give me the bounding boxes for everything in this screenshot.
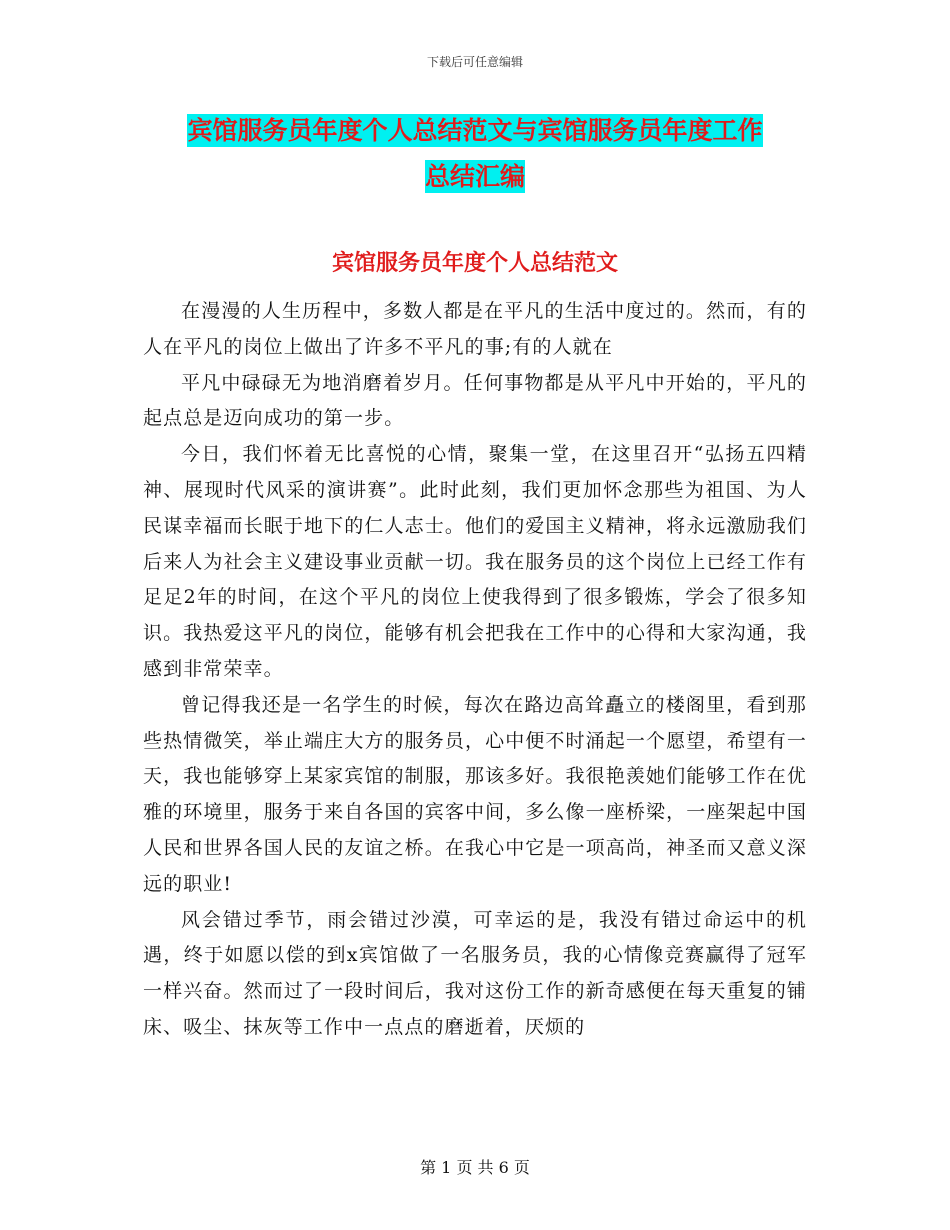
section-title: 宾馆服务员年度个人总结范文: [331, 251, 618, 276]
document-title-line-1: 宾馆服务员年度个人总结范文与宾馆服务员年度工作: [187, 116, 763, 145]
paragraph: 风会错过季节，雨会错过沙漠，可幸运的是，我没有错过命运中的机遇，终于如愿以偿的到x宾馆做了一名服务员，我的心情像竞赛赢得了冠军一样兴奋。然而过了一段时间后，我对这份工作的新奇感便在每天重复的铺床、吸尘、抹灰等工作中一点点的磨逝着，厌烦的: [143, 908, 807, 1038]
body-text: [143, 294, 807, 1046]
document-title-line-2: 总结汇编: [424, 162, 525, 191]
paragraph: 今日，我们怀着无比喜悦的心情，聚集一堂，在这里召开“弘扬五四精神、展现时代风采的演讲赛”。此时此刻，我们更加怀念那些为祖国、为人民谋幸福而长眠于地下的仁人志士。他们的爱国主义精神，将永远激励我们后来人为社会主义建设事业贡献一切。我在服务员的这个岗位上已经工作有足足2年的时间，在这个平凡的岗位上使我得到了很多锻炼，学会了很多知识。我热爱这平凡的岗位，能够有机会把我在工作中的心得和大家沟通，我感到非常荣幸。: [143, 443, 807, 680]
paragraph: 平凡中碌碌无为地消磨着岁月。任何事物都是从平凡中开始的，平凡的起点总是迈向成功的第一步。: [143, 371, 807, 430]
page-footer: 第 1 页 共 6 页: [420, 1158, 530, 1177]
page-header-note: 下载后可任意编辑: [426, 55, 523, 69]
paragraph: 曾记得我还是一名学生的时候，每次在路边高耸矗立的楼阁里，看到那些热情微笑，举止端庄大方的服务员，心中便不时涌起一个愿望，希望有一天，我也能够穿上某家宾馆的制服，那该多好。我很艳羡她们能够工作在优雅的环境里，服务于来自各国的宾客中间，多么像一座桥梁，一座架起中国人民和世界各国人民的友谊之桥。在我心中它是一项高尚，神圣而又意义深远的职业!: [143, 693, 807, 895]
document-title: [150, 108, 800, 200]
paragraph: 在漫漫的人生历程中，多数人都是在平凡的生活中度过的。然而，有的人在平凡的岗位上做出了许多不平凡的事;有的人就在: [143, 300, 807, 358]
